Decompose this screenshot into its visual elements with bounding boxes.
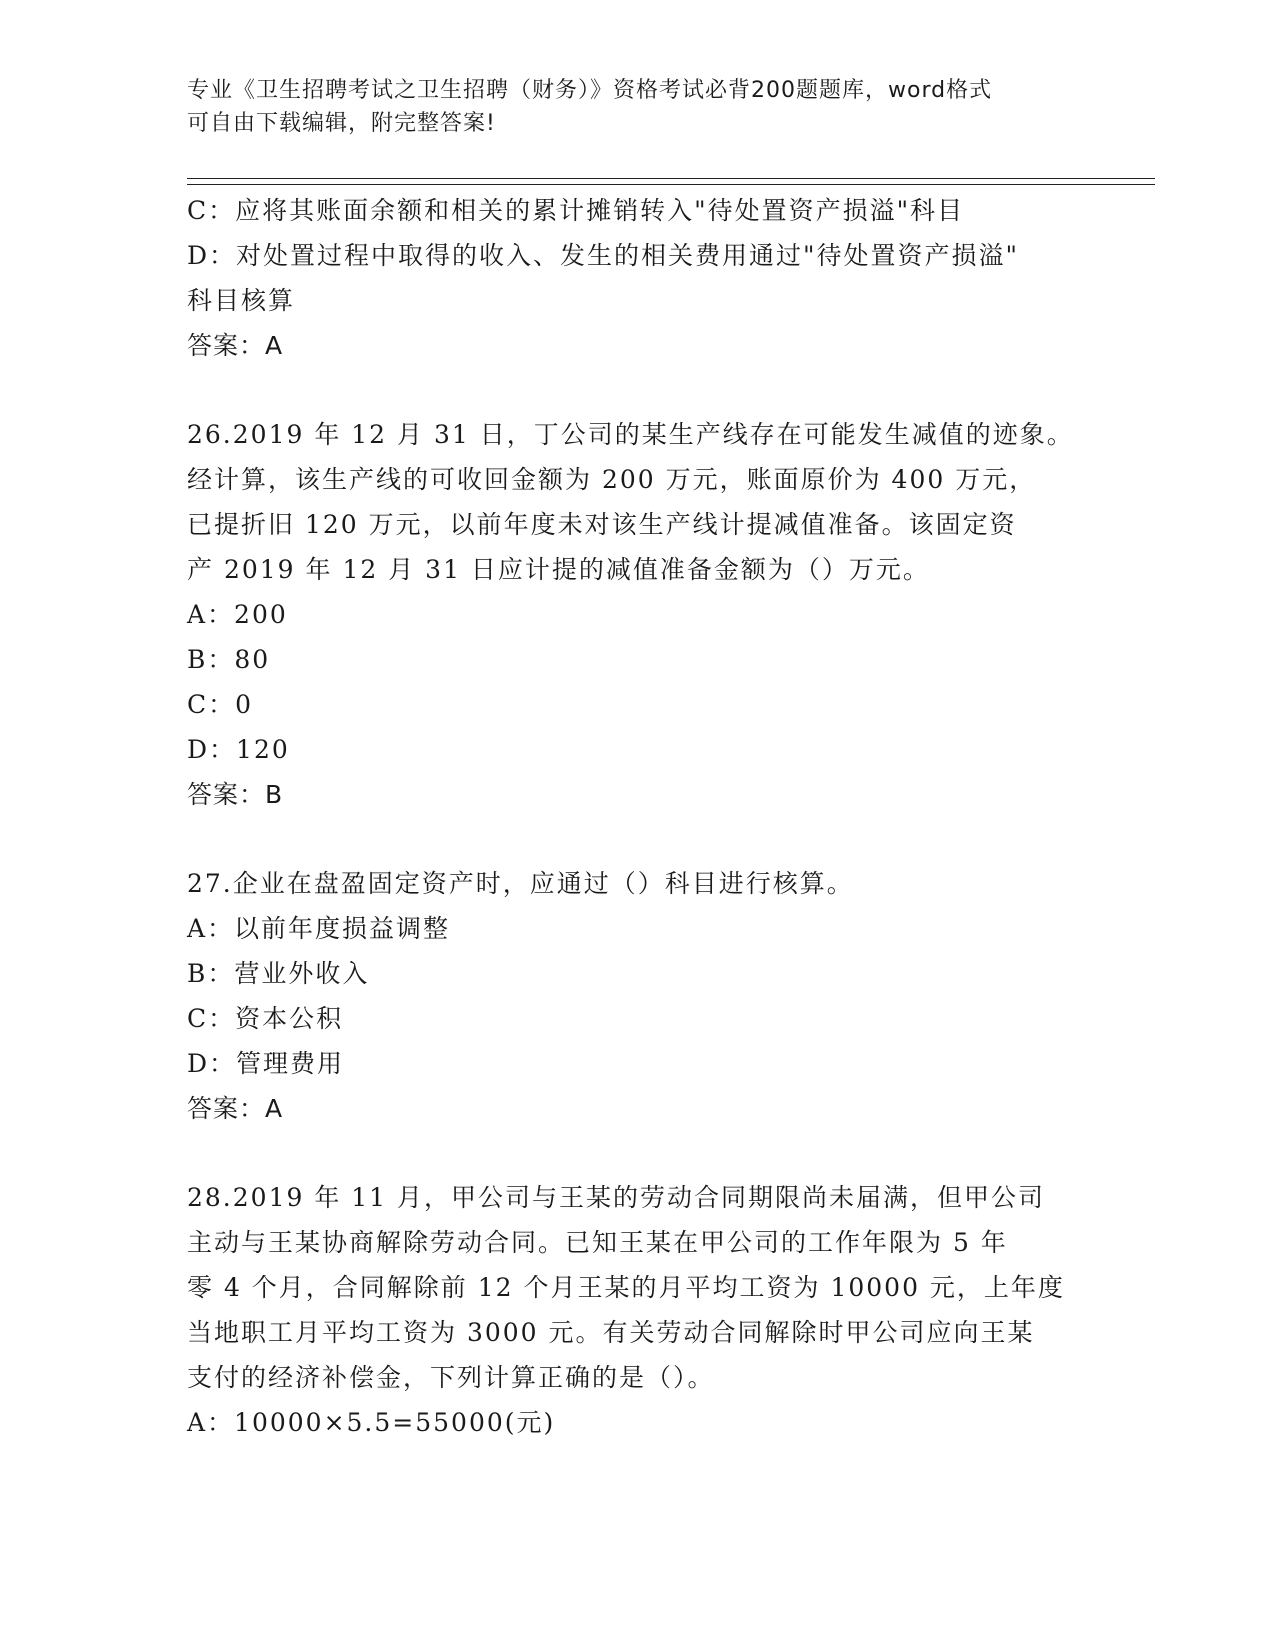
question-27: [187, 861, 1087, 1131]
spacer: [187, 1131, 1087, 1175]
document-header: [187, 74, 1067, 140]
option-d: D：120: [187, 735, 290, 764]
option-b: B：营业外收入: [187, 959, 370, 988]
option-a: A：10000×5.5=55000(元): [187, 1408, 556, 1437]
option-b: B：80: [187, 645, 271, 674]
header-rule-top: [187, 178, 1155, 179]
question-25-tail: [187, 188, 1087, 368]
header-line-1: 专业《卫生招聘考试之卫生招聘（财务）》资格考试必背200题题库，word格式: [187, 78, 993, 103]
question-stem-line: 零 4 个月，合同解除前 12 个月王某的月平均工资为 10000 元，上年度: [187, 1273, 1065, 1302]
option-d-continued: 科目核算: [187, 286, 296, 315]
question-stem-line: 当地职工月平均工资为 3000 元。有关劳动合同解除时甲公司应向王某: [187, 1318, 1035, 1347]
question-26: [187, 412, 1087, 817]
question-stem-line: 支付的经济补偿金，下列计算正确的是（）。: [187, 1363, 715, 1392]
question-stem-line: 28.2019 年 11 月，甲公司与王某的劳动合同期限尚未届满，但甲公司: [187, 1183, 1046, 1212]
option-c: C：0: [187, 690, 254, 719]
header-rule-bottom: [187, 184, 1155, 185]
option-a: A：200: [187, 600, 288, 629]
answer: 答案：A: [187, 1094, 284, 1123]
question-28: [187, 1175, 1087, 1445]
spacer: [187, 817, 1087, 861]
document-body: [187, 188, 1087, 1445]
option-c: C：资本公积: [187, 1004, 344, 1033]
question-stem-line: 26.2019 年 12 月 31 日，丁公司的某生产线存在可能发生减值的迹象。: [187, 420, 1074, 449]
question-stem-line: 已提折旧 120 万元，以前年度未对该生产线计提减值准备。该固定资: [187, 510, 1017, 539]
header-line-2: 可自由下载编辑，附完整答案!: [187, 111, 496, 136]
question-stem-line: 经计算，该生产线的可收回金额为 200 万元，账面原价为 400 万元，: [187, 465, 1037, 494]
question-stem-line: 27.企业在盘盈固定资产时，应通过（）科目进行核算。: [187, 869, 854, 898]
option-d: D：管理费用: [187, 1049, 345, 1078]
option-c: C：应将其账面余额和相关的累计摊销转入"待处置资产损溢"科目: [187, 196, 965, 225]
option-a: A：以前年度损益调整: [187, 914, 451, 943]
answer: 答案：B: [187, 780, 284, 809]
question-stem-line: 产 2019 年 12 月 31 日应计提的减值准备金额为（）万元。: [187, 555, 930, 584]
question-stem-line: 主动与王某协商解除劳动合同。已知王某在甲公司的工作年限为 5 年: [187, 1228, 1008, 1257]
option-d: D：对处置过程中取得的收入、发生的相关费用通过"待处置资产损溢": [187, 241, 1020, 270]
answer: 答案：A: [187, 331, 284, 360]
spacer: [187, 368, 1087, 412]
